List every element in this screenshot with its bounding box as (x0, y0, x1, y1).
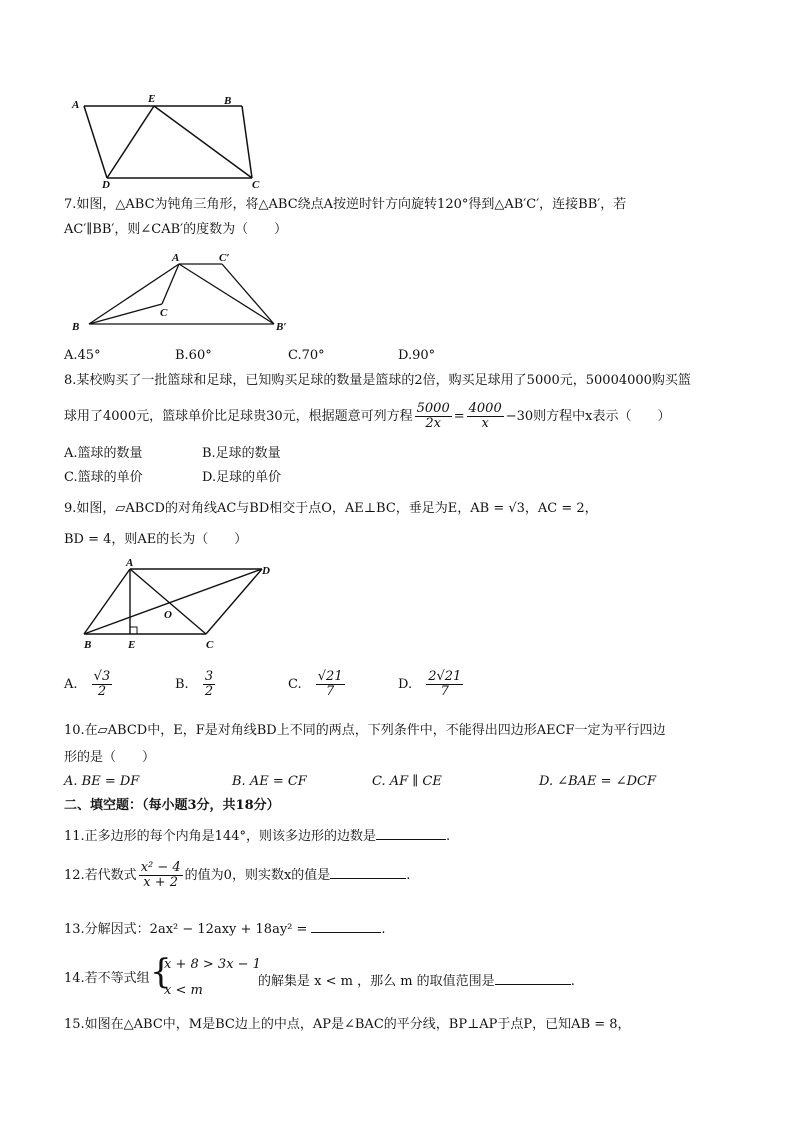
q8-frac1-den: 2x (425, 416, 441, 431)
q8-line2-pre: 球用了4000元，篮球单价比足球贵30元，根据题意可列方程 (64, 409, 413, 424)
top-figure (62, 88, 272, 190)
q14-brace: { (150, 952, 172, 992)
q10-option-a[interactable]: A. BE = DF (64, 774, 140, 789)
q12-fraction (139, 861, 183, 890)
q8-line1: 8.某校购买了一批篮球和足球，已知购买足球的数量是篮球的2倍，购买足球用了5000元，50004000购买篮 (64, 373, 691, 388)
q9-option-a-letter: A. (64, 677, 78, 692)
q9-option-c-num: √21 (317, 669, 343, 684)
q9-option-c-den: 7 (326, 684, 335, 699)
q9-option-b-num: 3 (204, 669, 214, 684)
q8-line2 (64, 397, 671, 437)
section-2-heading: 二、填空题：（每小题3分，共18分） (64, 798, 280, 813)
q8-line2-post: −30则方程中x表示（ ） (505, 409, 671, 424)
q12-line: 12.若代数式 $\frac{\text{x² − 4}}{x + 2}$ 的值为0，则实数x的值是 . (64, 860, 411, 890)
q7-option-b[interactable]: B.60° (175, 348, 212, 363)
q7-label-c: C (160, 307, 168, 319)
q9-line1: 9.如图，▱ABCD的对角线AC与BD相交于点O，AE⊥BC，垂足为E，AB = √3，AC = 2， (64, 501, 598, 516)
q8-frac2-den: x (481, 416, 489, 431)
q13-text: 13.分解因式：2ax² − 12axy + 18ay² = (64, 922, 308, 937)
q9-label-e: E (128, 639, 136, 651)
q9-option-d-num: 2√21 (428, 669, 462, 684)
q9-figure (72, 556, 282, 652)
top-label-a: A (72, 99, 80, 111)
q8-fraction-1 (415, 402, 452, 431)
q14-answer-blank[interactable] (495, 970, 571, 985)
q13-answer-blank[interactable] (311, 918, 381, 933)
q13-line: 13.分解因式：2ax² − 12axy + 18ay² = . (64, 918, 386, 939)
q9-label-d: D (262, 565, 270, 577)
q8-fraction-2 (467, 402, 504, 431)
q14-post: 的解集是 x < m ，那么 m 的取值范围是 (258, 974, 495, 989)
q9-option-b[interactable] (175, 670, 217, 699)
q11-line: 11.正多边形的每个内角是144°，则该多边形的边数是 . (64, 825, 450, 846)
q9-option-a-fraction (92, 670, 113, 699)
q9-label-a: A (126, 557, 134, 569)
q8-option-b[interactable]: B.足球的数量 (202, 446, 281, 461)
top-label-c: C (252, 179, 260, 190)
q9-option-a-den: 2 (97, 684, 107, 699)
q7-line2: AC′∥BB′，则∠CAB′的度数为（ ） (64, 222, 288, 237)
q9-option-c-fraction (316, 670, 345, 699)
q10-option-d[interactable]: D. ∠BAE = ∠DCF (539, 774, 656, 789)
q9-option-a-num: √3 (93, 669, 111, 684)
q7-label-b-prime: B′ (276, 321, 287, 333)
q9-label-b: B (84, 639, 92, 651)
q9-option-c-letter: C. (288, 677, 302, 692)
q8-frac2-num: 4000 (468, 401, 502, 416)
q9-option-b-letter: B. (175, 677, 189, 692)
q12-num: x² − 4 (140, 860, 181, 875)
q14-pre: 14.若不等式组 (64, 971, 150, 986)
q11-answer-blank[interactable] (376, 825, 446, 840)
q9-option-a[interactable] (64, 670, 114, 699)
top-label-b: B (224, 95, 232, 107)
q9-line2: BD = 4，则AE的长为（ ） (64, 532, 248, 547)
q9-option-d-fraction (426, 670, 463, 699)
q8-frac1-num: 5000 (416, 401, 450, 416)
q9-option-d-letter: D. (398, 677, 413, 692)
q7-option-a[interactable]: A.45° (64, 348, 101, 363)
q7-option-d[interactable]: D.90° (398, 348, 436, 363)
q10-line1: 10.在▱ABCD中，E，F是对角线BD上不同的两点，下列条件中，不能得出四边形AECF一定为平行四边 (64, 723, 666, 738)
q7-option-c[interactable]: C.70° (288, 348, 325, 363)
q7-figure (62, 250, 302, 338)
q8-option-d[interactable]: D.足球的单价 (202, 470, 282, 485)
top-label-e: E (148, 93, 156, 105)
q14-post-line: 的解集是 x < m ，那么 m 的取值范围是 . (258, 970, 575, 991)
q10-option-b[interactable]: B. AE = CF (232, 774, 307, 789)
q8-option-a[interactable]: A.篮球的数量 (64, 446, 143, 461)
q12-post: 的值为0，则实数x的值是 (184, 868, 331, 883)
q9-label-c: C (206, 639, 214, 651)
q11-text: 11.正多边形的每个内角是144°，则该多边形的边数是 (64, 829, 376, 844)
q9-option-c[interactable] (288, 670, 347, 699)
q9-option-d[interactable] (398, 670, 465, 699)
q9-option-b-fraction (203, 670, 215, 699)
q10-option-c[interactable]: C. AF ∥ CE (372, 774, 442, 789)
q8-option-c[interactable]: C.篮球的单价 (64, 470, 143, 485)
q7-line1: 7.如图，△ABC为钝角三角形，将△ABC绕点A按逆时针方向旋转120°得到△AB′C′，连接BB′，若 (64, 197, 627, 212)
top-label-d: D (102, 179, 110, 190)
q9-option-d-den: 7 (440, 684, 449, 699)
q15-line1: 15.如图在△ABC中，M是BC边上的中点，AP是∠BAC的平分线，BP⊥AP于点P，已知AB = 8， (64, 1017, 631, 1032)
q12-pre: 12.若代数式 (64, 868, 137, 883)
q8-equals: = (453, 409, 465, 424)
q14-row1: x + 8 > 3x − 1 (164, 957, 261, 972)
q7-label-c-prime: C′ (219, 252, 230, 264)
q10-line2: 形的是（ ） (64, 750, 156, 765)
q7-label-a: A (172, 252, 180, 264)
q14-row2: x < m (164, 983, 203, 998)
q12-den: x + 2 (143, 875, 179, 890)
q7-label-b: B (72, 321, 80, 333)
q9-option-b-den: 2 (204, 684, 214, 699)
q9-label-o: O (164, 609, 172, 621)
q12-answer-blank[interactable] (330, 864, 406, 879)
